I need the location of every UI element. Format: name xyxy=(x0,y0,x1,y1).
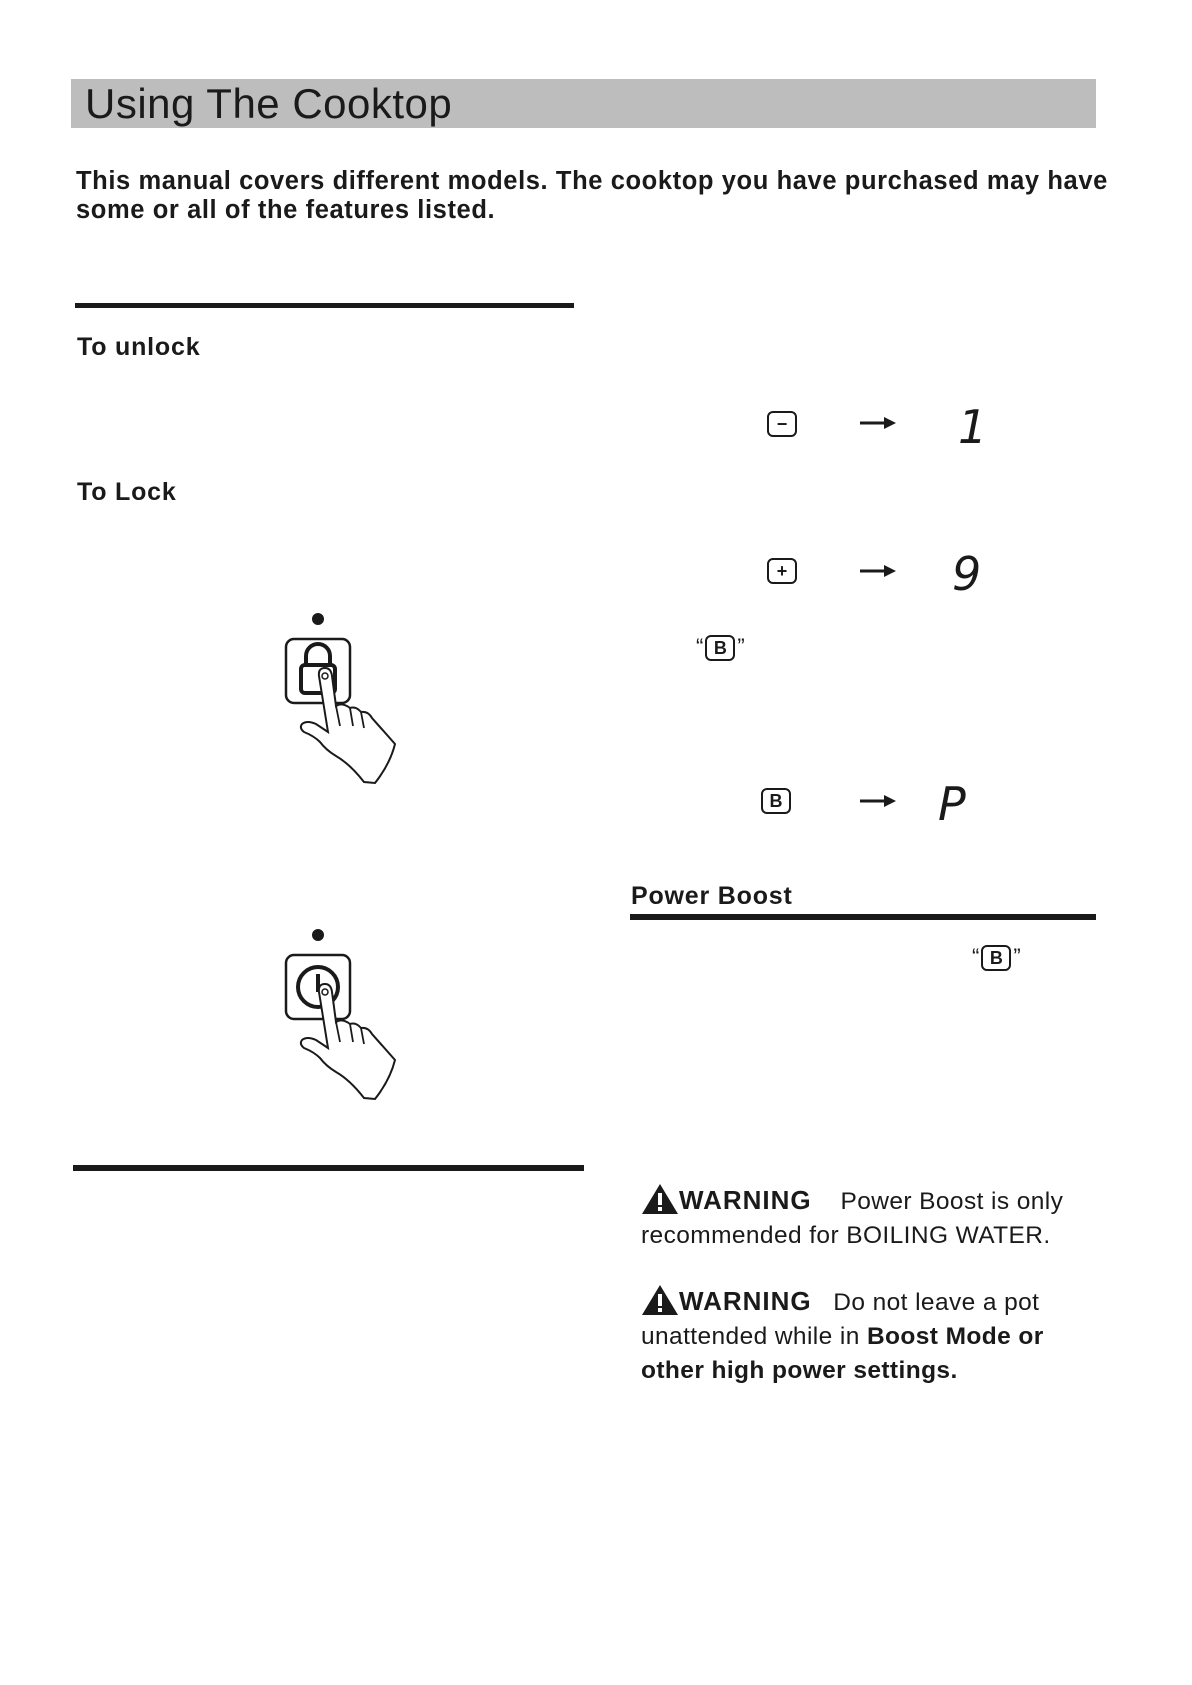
close-quote: ” xyxy=(1013,944,1021,969)
open-quote: “ xyxy=(696,634,704,659)
right-arrow-icon xyxy=(860,416,896,430)
plus-key: + xyxy=(767,558,797,584)
left-bottom-rule xyxy=(73,1165,584,1171)
open-quote: “ xyxy=(972,944,980,969)
warning-icon xyxy=(641,1183,679,1215)
warning-label: WARNING xyxy=(679,1286,812,1316)
warning-icon xyxy=(641,1284,679,1316)
minus-key: − xyxy=(767,411,797,437)
warning-label: WARNING xyxy=(679,1185,812,1215)
page-title: Using The Cooktop xyxy=(85,80,453,127)
right-arrow-icon xyxy=(860,564,896,578)
boost-key-reference xyxy=(696,634,745,661)
power-boost-rule xyxy=(630,914,1096,920)
lock-key-illustration xyxy=(280,608,410,788)
intro-text: This manual covers different models. The cooktop you have purchased may have some or all of the features listed. xyxy=(76,167,1108,224)
boost-key-reference xyxy=(972,944,1021,971)
warning-text: Do not leave a pot unattended while in xyxy=(641,1289,1040,1350)
boost-display: P xyxy=(938,777,966,831)
warning-unattended-pot xyxy=(641,1284,1101,1388)
warning-text: Power Boost is only recommended for BOILING WATER. xyxy=(641,1188,1064,1249)
warning-boiling-water xyxy=(641,1183,1101,1253)
min-power-display: 1 xyxy=(958,400,988,454)
lock-heading: To Lock xyxy=(77,478,177,506)
warning-text-bold: Boost Mode or other high power settings. xyxy=(641,1323,1044,1384)
power-key-illustration xyxy=(280,924,410,1104)
page-title-bar xyxy=(71,79,1096,128)
boost-key-label: B xyxy=(705,635,735,661)
boost-key: B xyxy=(761,788,791,814)
unlock-heading: To unlock xyxy=(77,333,201,361)
boost-key-label: B xyxy=(981,945,1011,971)
max-power-display: 9 xyxy=(952,547,982,601)
close-quote: ” xyxy=(737,634,745,659)
left-section-rule xyxy=(75,303,574,308)
right-arrow-icon xyxy=(860,794,896,808)
power-boost-heading: Power Boost xyxy=(631,882,793,910)
